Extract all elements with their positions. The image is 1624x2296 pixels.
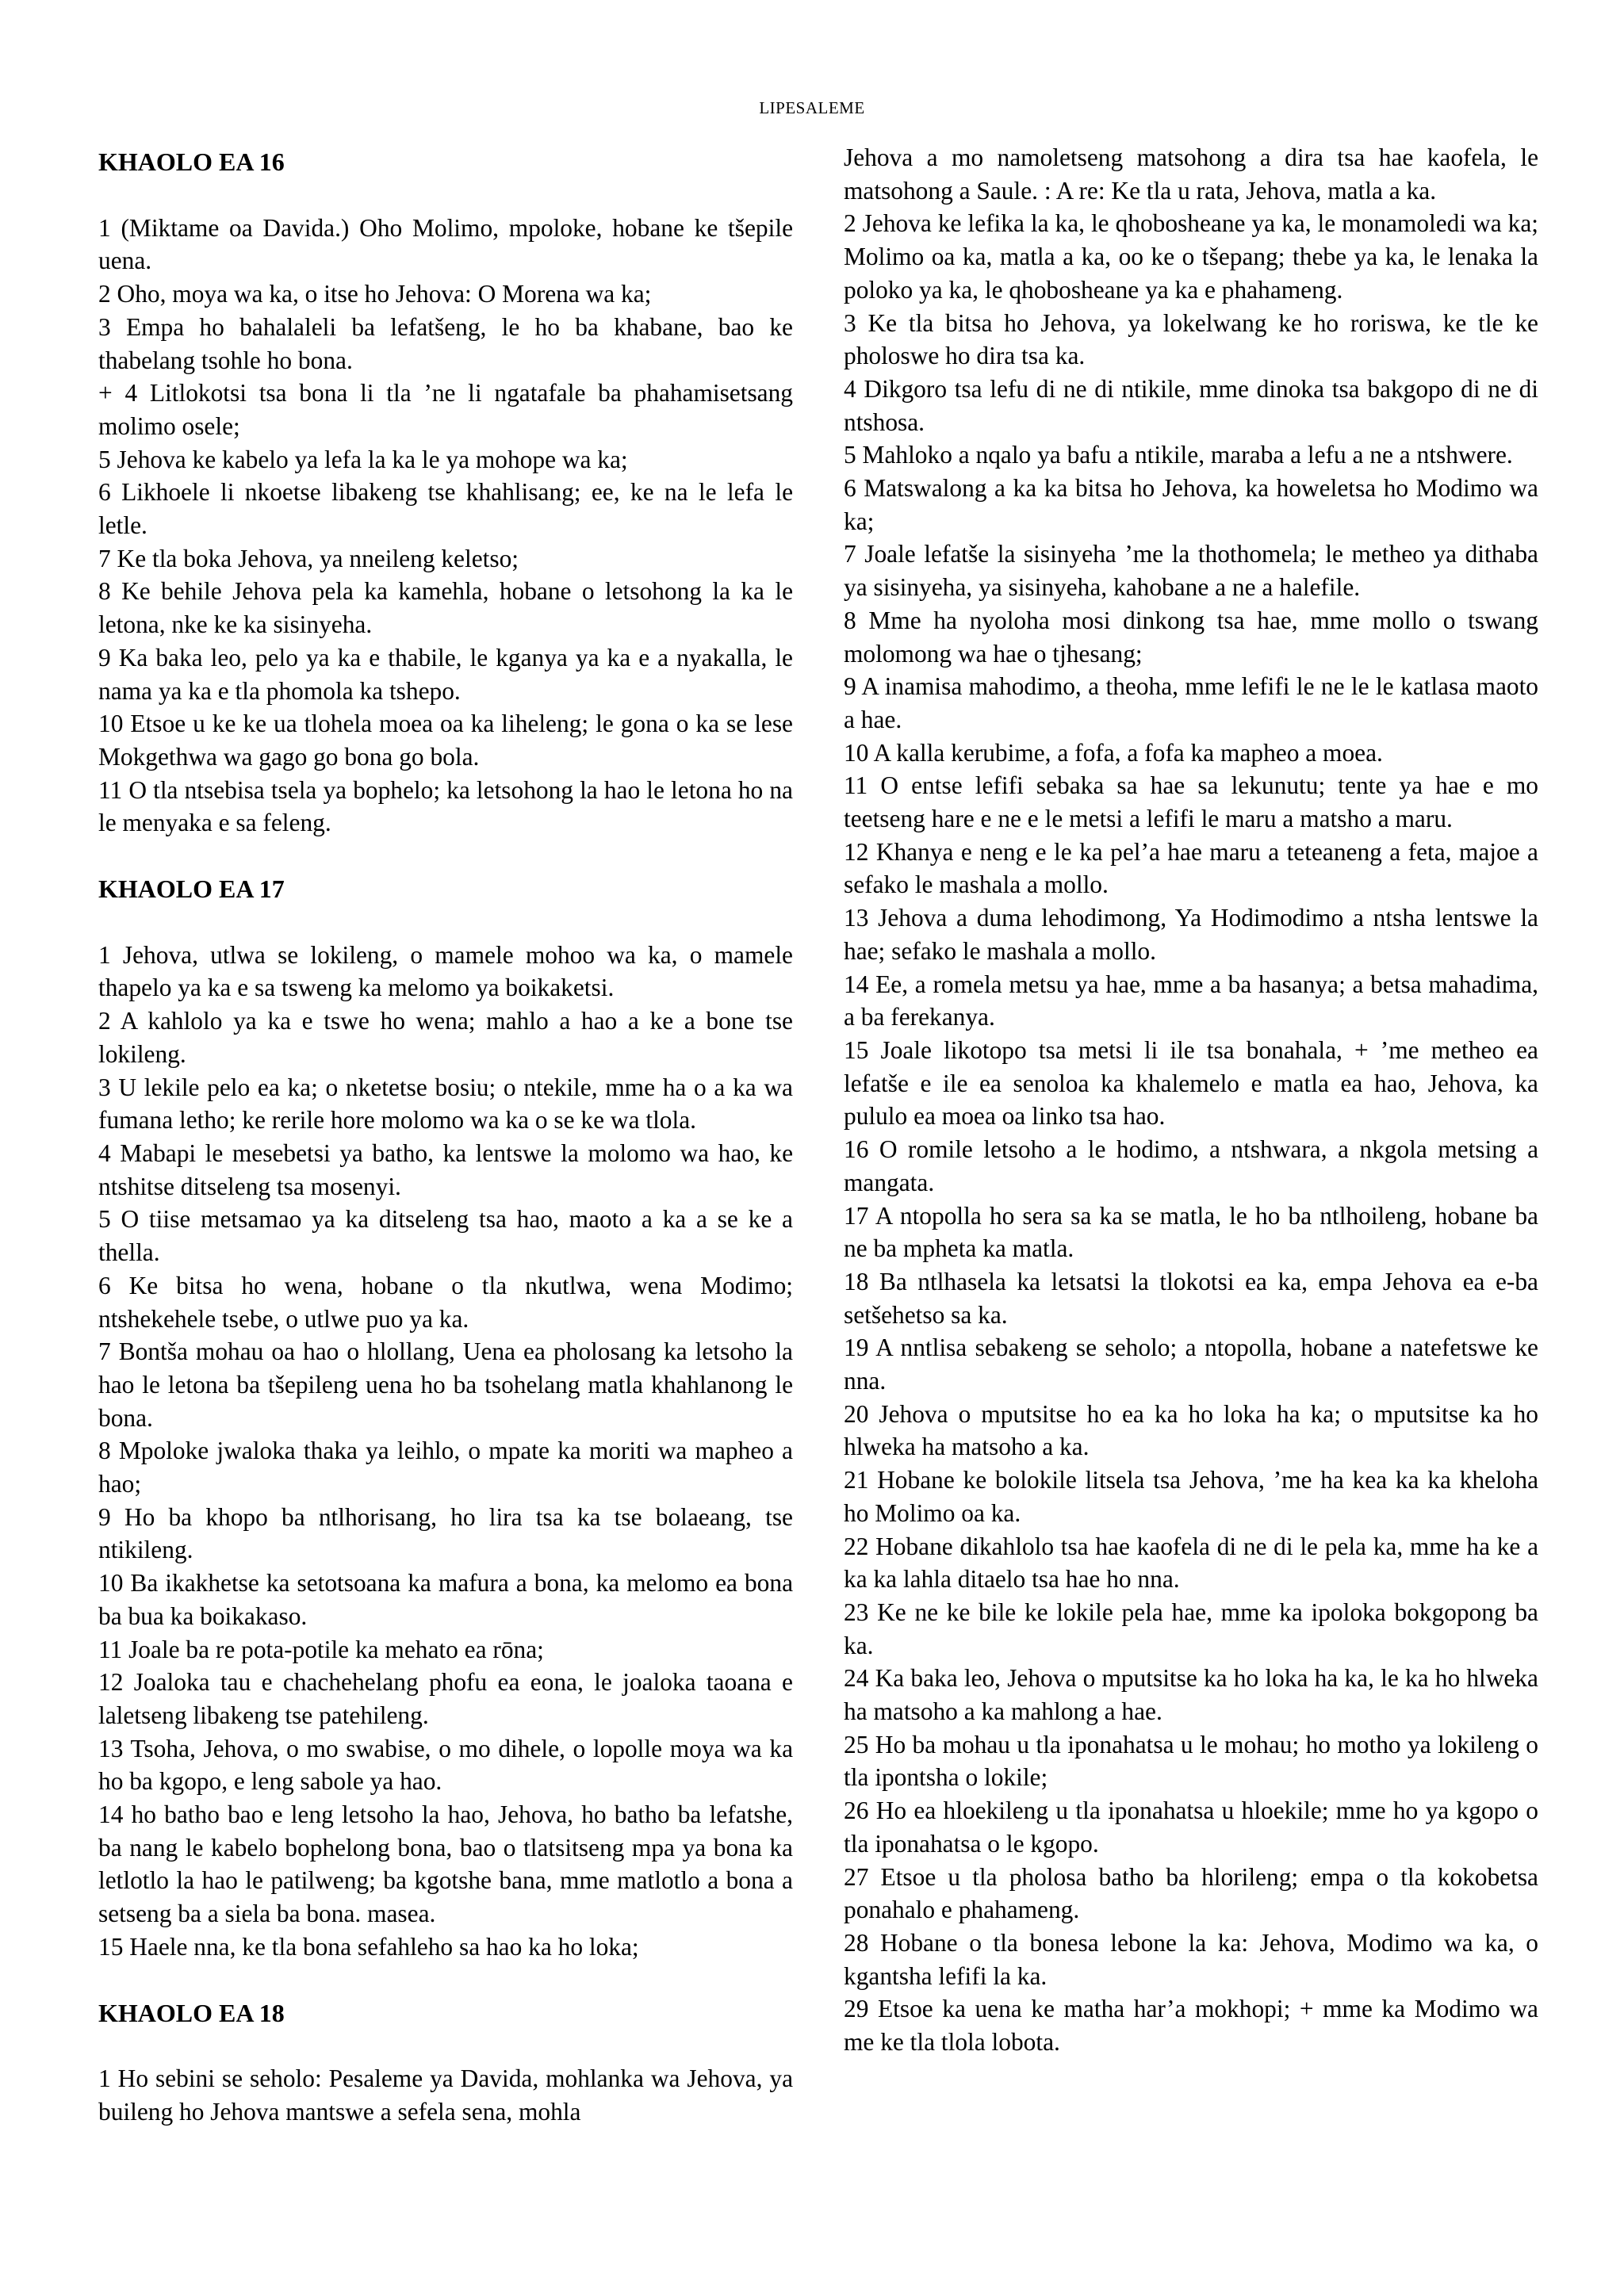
verse: 8 Ke behile Jehova pela ka kamehla, hobane o letsohong la ka le letona, nke ke ka sisinyeha. bbox=[98, 577, 793, 639]
verse: 5 Jehova ke kabelo ya lefa la ka le ya mohope wa ka; bbox=[98, 445, 628, 473]
verse: 11 O tla ntsebisa tsela ya bophelo; ka letsohong la hao le letona ho na le menyaka e sa feleng. bbox=[98, 775, 793, 837]
verse: 6 Likhoele li nkoetse libakeng tse khahlisang; ee, ke na le lefa le letle. bbox=[98, 478, 793, 540]
verse: 14 Ee, a romela metsu ya hae, mme a ba hasanya; a betsa mahadima, a ba ferekanya. bbox=[844, 970, 1538, 1031]
verse: + 4 Litlokotsi tsa bona li tla ’ne li ngatafale ba phahamisetsang molimo osele; bbox=[98, 379, 793, 440]
chapter-18-verses bbox=[98, 2062, 793, 2128]
verse: 9 Ka baka leo, pelo ya ka e thabile, le kganya ya ka e a nyakalla, le nama ya ka e tla phomola ka tshepo. bbox=[98, 643, 793, 705]
verse: 9 A inamisa mahodimo, a theoha, mme lefifi le ne le le katlasa maoto a hae. bbox=[844, 672, 1538, 733]
verse: 14 ho batho bao e leng letsoho la hao, Jehova, ho batho ba lefatshe, ba nang le kabelo bophelong bona, bao o tlatsitseng mpa ya bona ka letlotlo la hao le patilweng; ba kgotshe bana, mme matlotlo a bona a setseng ba a siela ba bona. masea. bbox=[98, 1800, 793, 1928]
chapter-16-heading: KHAOLO EA 16 bbox=[98, 147, 285, 176]
verse: Jehova a mo namoletseng matsohong a dira tsa hae kaofela, le matsohong a Saule. : A re: Ke tla u rata, Jehova, matla a ka. bbox=[844, 144, 1538, 205]
verse: 1 Ho sebini se seholo: Pesaleme ya Davida, mohlanka wa Jehova, ya buileng ho Jehova mantswe a sefela sena, mohla bbox=[98, 2064, 793, 2126]
chapter-17-heading: KHAOLO EA 17 bbox=[98, 874, 285, 904]
left-column bbox=[98, 146, 793, 2129]
verse: 25 Ho ba mohau u tla iponahatsa u le mohau; ho motho ya lokileng o tla ipontsha o lokile; bbox=[844, 1730, 1538, 1792]
verse: 26 Ho ea hloekileng u tla iponahatsa u hloekile; mme ho ya kgopo o tla iponahatsa o le kgopo. bbox=[844, 1797, 1538, 1858]
verse: 12 Khanya e neng e le ka pel’a hae maru a teteaneng a feta, majoe a sefako le mashala a mollo. bbox=[844, 837, 1538, 899]
chapter-16-verses bbox=[98, 212, 793, 840]
verse: 22 Hobane dikahlolo tsa hae kaofela di ne di le pela ka, mme ha ke a ka ka lahla ditaelo tsa hae ho nna. bbox=[844, 1532, 1538, 1594]
verse: 2 Jehova ke lefika la ka, le qhobosheane ya ka, le monamoledi wa ka; Molimo oa ka, matla a ka, oo ke o tšepang; thebe ya ka, le lenaka la poloko ya ka, le qhobosheane ya ka e phahameng. bbox=[844, 209, 1538, 304]
verse: 15 Joale likotopo tsa metsi li ile tsa bonahala, + ’me metheo ea lefatše e ile ea senoloa ka khalemelo e matla ea hao, Jehova, ka pululo ea moea oa linko tsa hao. bbox=[844, 1035, 1538, 1131]
verse: 8 Mpoloke jwaloka thaka ya leihlo, o mpate ka moriti wa mapheo a hao; bbox=[98, 1437, 793, 1498]
verse: 8 Mme ha nyoloha mosi dinkong tsa hae, mme mollo o tswang molomong wa hae o tjhesang; bbox=[844, 606, 1538, 668]
chapter-17-verses bbox=[98, 939, 793, 1964]
verse: 17 A ntopolla ho sera sa ka se matla, le ho ba ntlhoileng, hobane ba ne ba mpheta ka matla. bbox=[844, 1201, 1538, 1263]
verse: 7 Bontša mohau oa hao o hlollang, Uena ea pholosang ka letsoho la hao le letona ba tšepileng uena ho ba tsohelang matla khahlanong le bona. bbox=[98, 1337, 793, 1432]
verse: 2 Oho, moya wa ka, o itse ho Jehova: O Morena wa ka; bbox=[98, 280, 652, 308]
verse: 27 Etsoe u tla pholosa batho ba hlorileng; empa o tla kokobetsa ponahalo e phahameng. bbox=[844, 1862, 1538, 1924]
right-column bbox=[844, 141, 1538, 2059]
verse: 13 Tsoha, Jehova, o mo swabise, o mo dihele, o lopolle moya wa ka ho ba kgopo, e leng sabole ya hao. bbox=[98, 1734, 793, 1796]
running-header: LIPESALEME bbox=[759, 98, 865, 117]
verse: 7 Ke tla boka Jehova, ya nneileng keletso; bbox=[98, 544, 519, 572]
verse: 24 Ka baka leo, Jehova o mputsitse ka ho loka ha ka, le ka ho hlweka ha matsoho a ka mahlong a hae. bbox=[844, 1664, 1538, 1726]
verse: 10 A kalla kerubime, a fofa, a fofa ka mapheo a moea. bbox=[844, 738, 1383, 767]
verse: 18 Ba ntlhasela ka letsatsi la tlokotsi ea ka, empa Jehova ea e-ba setšehetso sa ka. bbox=[844, 1267, 1538, 1329]
verse: 4 Mabapi le mesebetsi ya batho, ka lentswe la molomo wa hao, ke ntshitse ditseleng tsa mosenyi. bbox=[98, 1138, 793, 1200]
verse: 28 Hobane o tla bonesa lebone la ka: Jehova, Modimo wa ka, o kgantsha lefifi la ka. bbox=[844, 1928, 1538, 1990]
verse: 20 Jehova o mputsitse ho ea ka ho loka ha ka; o mputsitse ka ho hlweka ha matsoho a ka. bbox=[844, 1399, 1538, 1461]
verse: 2 A kahlolo ya ka e tswe ho wena; mahlo a hao a ke a bone tse lokileng. bbox=[98, 1007, 793, 1068]
verse: 3 Ke tla bitsa ho Jehova, ya lokelwang ke ho roriswa, ke tle ke pholoswe ho dira tsa ka. bbox=[844, 308, 1538, 370]
verse: 9 Ho ba khopo ba ntlhorisang, ho lira tsa ka tse bolaeang, tse ntikileng. bbox=[98, 1502, 793, 1564]
verse: 21 Hobane ke bolokile litsela tsa Jehova, ’me ha kea ka ka kheloha ho Molimo oa ka. bbox=[844, 1466, 1538, 1527]
verse: 13 Jehova a duma lehodimong, Ya Hodimodimo a ntsha lentswe la hae; sefako le mashala a mollo. bbox=[844, 904, 1538, 965]
verse: 19 A nntlisa sebakeng se seholo; a ntopolla, hobane a natefetswe ke nna. bbox=[844, 1334, 1538, 1395]
verse: 29 Etsoe ka uena ke matha har’a mokhopi; + mme ka Modimo wa me ke tla tlola lobota. bbox=[844, 1995, 1538, 2057]
verse: 6 Ke bitsa ho wena, hobane o tla nkutlwa, wena Modimo; ntshekehele tsebe, o utlwe puo ya ka. bbox=[98, 1271, 793, 1333]
verse: 3 Empa ho bahalaleli ba lefatšeng, le ho ba khabane, bao ke thabelang tsohle ho bona. bbox=[98, 312, 793, 374]
verse: 1 Jehova, utlwa se lokileng, o mamele mohoo wa ka, o mamele thapelo ya ka e sa tsweng ka melomo ya boikaketsi. bbox=[98, 940, 793, 1002]
verse: 5 Mahloko a nqalo ya bafu a ntikile, maraba a lefu a ne a ntshwere. bbox=[844, 441, 1513, 469]
chapter-18-continued-verses bbox=[844, 141, 1538, 2059]
verse: 16 O romile letsoho a le hodimo, a ntshwara, a nkgola metsing a mangata. bbox=[844, 1135, 1538, 1196]
verse: 3 U lekile pelo ea ka; o nketetse bosiu; o ntekile, mme ha o a ka wa fumana letho; ke rerile hore molomo wa ka o se ke wa tlola. bbox=[98, 1073, 793, 1135]
verse: 7 Joale lefatše la sisinyeha ’me la thothomela; le metheo ya dithaba ya sisinyeha, ya sisinyeha, kahobane a ne a halefile. bbox=[844, 540, 1538, 602]
verse: 23 Ke ne ke bile ke lokile pela hae, mme ka ipoloka bokgopong ba ka. bbox=[844, 1598, 1538, 1659]
verse: 6 Matswalong a ka ka bitsa ho Jehova, ka howeletsa ho Modimo wa ka; bbox=[844, 474, 1538, 535]
chapter-18-heading: KHAOLO EA 18 bbox=[98, 1998, 285, 2027]
verse: 10 Ba ikakhetse ka setotsoana ka mafura a bona, ka melomo ea bona ba bua ka boikakaso. bbox=[98, 1569, 793, 1630]
verse: 10 Etsoe u ke ke ua tlohela moea oa ka liheleng; le gona o ka se lese Mokgethwa wa gago go bona go bola. bbox=[98, 710, 793, 771]
verse: 11 Joale ba re pota-potile ka mehato ea rōna; bbox=[98, 1635, 544, 1663]
verse: 11 O entse lefifi sebaka sa hae sa lekunutu; tente ya hae e mo teetseng hare e ne e le metsi a lefifi le maru a matsho a maru. bbox=[844, 771, 1538, 833]
verse: 1 (Miktame oa Davida.) Oho Molimo, mpoloke, hobane ke tšepile uena. bbox=[98, 213, 793, 275]
verse: 12 Joaloka tau e chachehelang phofu ea eona, le joaloka taoana e laletseng libakeng tse patehileng. bbox=[98, 1668, 793, 1729]
verse: 4 Dikgoro tsa lefu di ne di ntikile, mme dinoka tsa bakgopo di ne di ntshosa. bbox=[844, 374, 1538, 436]
verse: 5 O tiise metsamao ya ka ditseleng tsa hao, maoto a ka a se ke a thella. bbox=[98, 1205, 793, 1267]
verse: 15 Haele nna, ke tla bona sefahleho sa hao ka ho loka; bbox=[98, 1932, 639, 1961]
